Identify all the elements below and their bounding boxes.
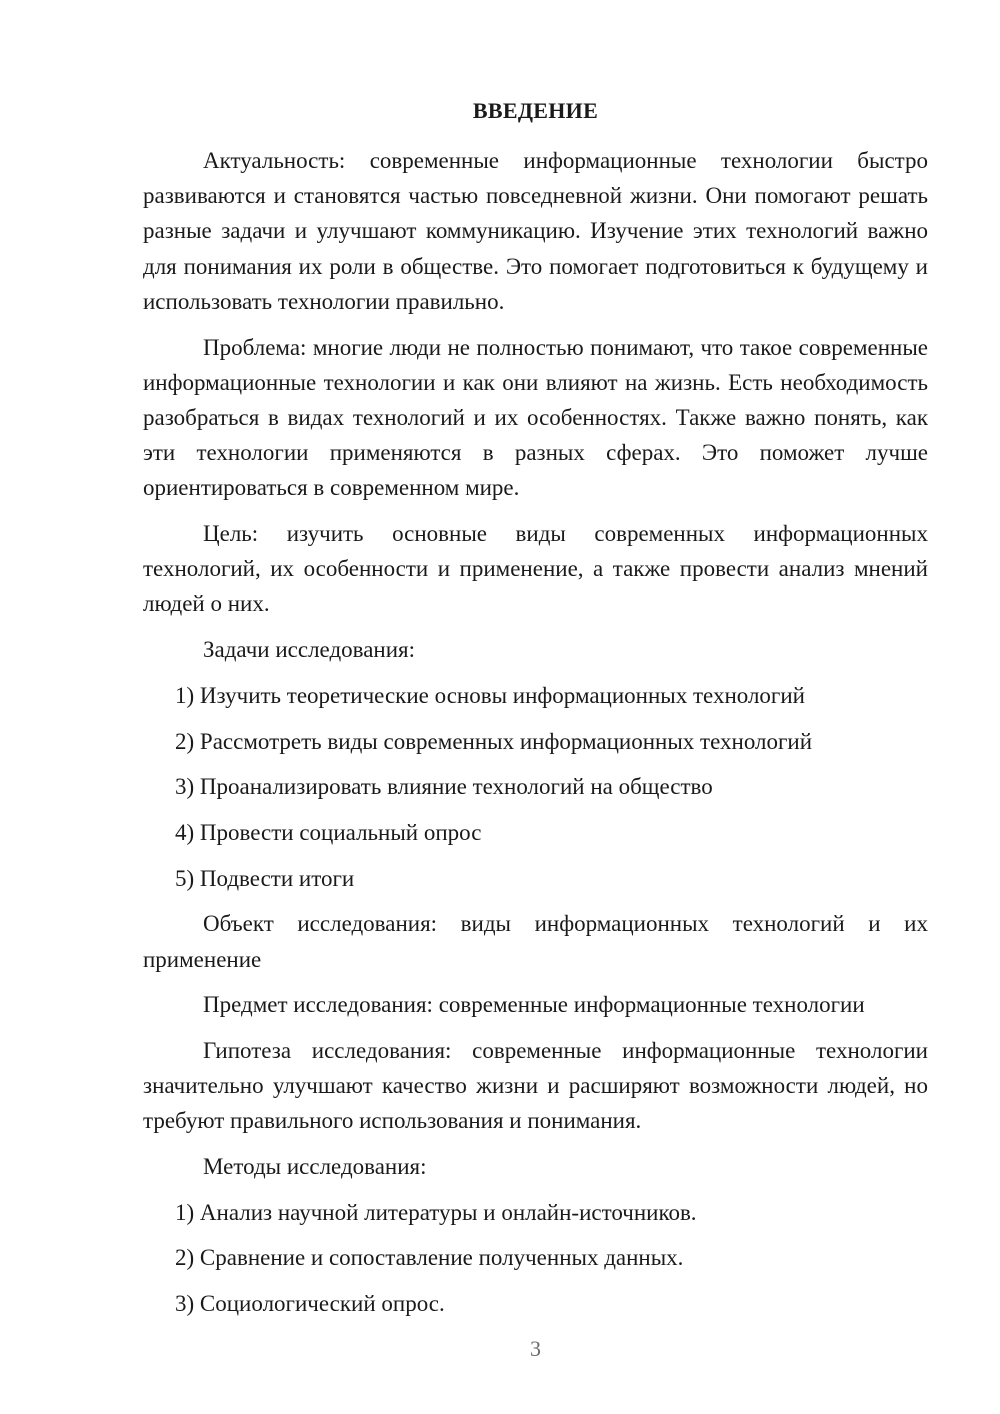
page-number: 3 xyxy=(530,1336,541,1361)
body-text xyxy=(143,143,928,1332)
list-item: 3) Социологический опрос. xyxy=(175,1291,445,1317)
methods-title: Методы исследования: xyxy=(203,1154,427,1180)
list-item: 2) Сравнение и сопоставление полученных данных. xyxy=(175,1245,684,1271)
subject-paragraph: Предмет исследования: современные информационные технологии xyxy=(203,992,865,1018)
list-item: 1) Изучить теоретические основы информационных технологий xyxy=(175,682,805,708)
list-item: 3) Проанализировать влияние технологий на общество xyxy=(175,774,713,800)
methods-list xyxy=(143,1195,928,1322)
goal-paragraph: Цель: изучить основные виды современных информационных технологий, их особенности и применение, а также провести анализ мнений людей о них. xyxy=(143,521,928,617)
list-item: 5) Подвести итоги xyxy=(175,865,355,891)
problem-paragraph: Проблема: многие люди не полностью понимают, что такое современные информационные технологии и как они влияют на жизнь. Есть необходимость разобраться в видах технологий и их особенностях. Также важно понять, как эти технологии применяются в разных сферах. Это поможет лучше ориентироваться в современном мире. xyxy=(143,334,928,501)
hypothesis-paragraph: Гипотеза исследования: современные информационные технологии значительно улучшают качество жизни и расширяют возможности людей, но требуют правильного использования и понимания. xyxy=(143,1037,928,1134)
tasks-title: Задачи исследования: xyxy=(203,637,416,663)
object-paragraph: Объект исследования: виды информационных технологий и их применение xyxy=(143,911,928,972)
list-item: 1) Анализ научной литературы и онлайн-источников. xyxy=(175,1199,697,1225)
list-item: 2) Рассмотреть виды современных информационных технологий xyxy=(175,728,813,754)
tasks-list xyxy=(143,678,928,896)
actuality-paragraph: Актуальность: современные информационные технологии быстро развиваются и становятся частью повседневной жизни. Они помогают решать разные задачи и улучшают коммуникацию. Изучение этих технологий важно для понимания их роли в обществе. Это помогает подготовиться к будущему и использовать технологии правильно. xyxy=(143,148,928,314)
section-heading: ВВЕДЕНИЕ xyxy=(472,98,599,123)
document-page xyxy=(143,0,928,1414)
list-item: 4) Провести социальный опрос xyxy=(175,819,482,845)
